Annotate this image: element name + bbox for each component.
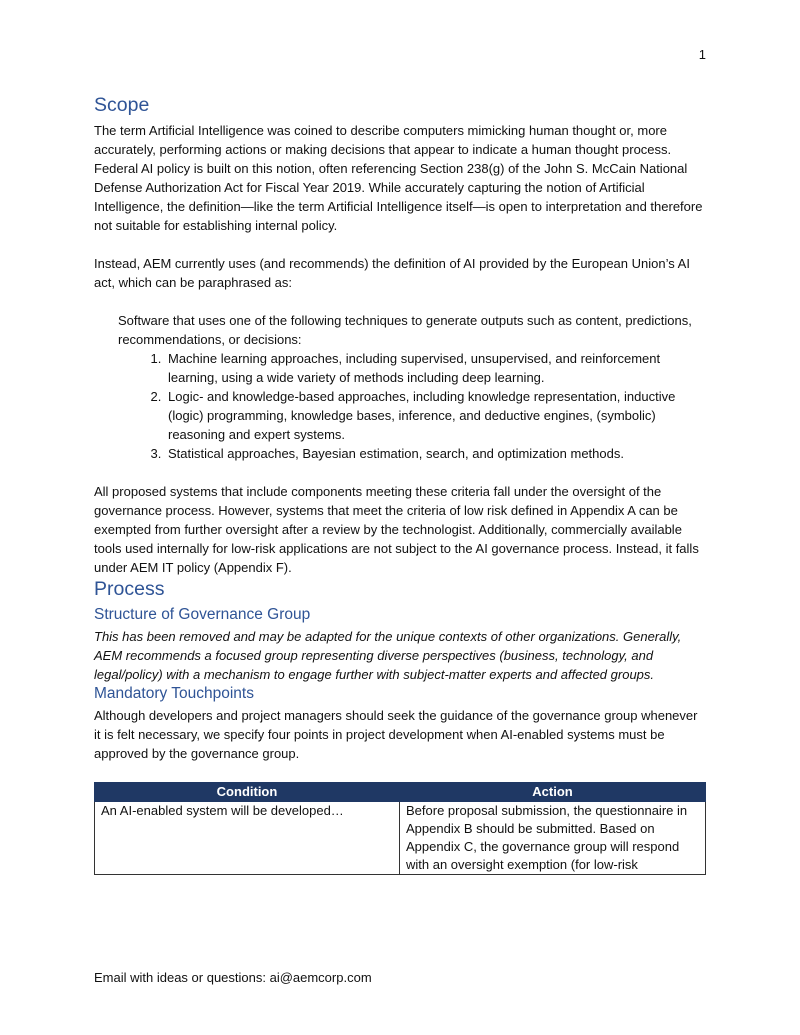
technique-item: 3. Statistical approaches, Bayesian estimation, search, and optimization methods. xyxy=(165,444,706,463)
table-row xyxy=(95,802,706,875)
column-header-action: Action xyxy=(400,783,706,802)
column-header-condition: Condition xyxy=(95,783,400,802)
action-cell: Before proposal submission, the questionnaire in Appendix B should be submitted. Based on Appendix C, the governance group will respond with an oversight exemption (for low-risk xyxy=(400,802,706,875)
document-body xyxy=(94,93,706,875)
touchpoints-text: Although developers and project managers should seek the guidance of the governance group whenever it is felt necessary, we specify four points in project development when AI-enabled systems must be approved by the governance group. xyxy=(94,708,698,761)
touchpoints-heading: Mandatory Touchpoints xyxy=(94,685,254,702)
scope-paragraph-3: All proposed systems that include components meeting these criteria fall under the oversight of the governance process. However, systems that meet the criteria of low risk defined in Appendix A can be exempted from further oversight after a review by the technologist. Additionally, commercially available tools used internally for low-risk applications are not subject to the AI governance process. Instead, it falls under AEM IT policy (Appendix F). xyxy=(94,484,699,575)
condition-cell: An AI-enabled system will be developed… xyxy=(95,802,400,875)
table-header-row xyxy=(95,783,706,802)
technique-item: 1. Machine learning approaches, including supervised, unsupervised, and reinforcement learning, using a wide variety of methods including deep learning. xyxy=(165,349,706,387)
structure-text: This has been removed and may be adapted for the unique contexts of other organizations. Generally, AEM recommends a focused group representing diverse perspectives (business, technology, and legal/policy) with a mechanism to engage further with subject-matter experts and affected groups. xyxy=(94,629,682,682)
scope-heading: Scope xyxy=(94,94,150,116)
scope-paragraph-1: The term Artificial Intelligence was coined to describe computers mimicking human thought or, more accurately, performing actions or making decisions that appear to indicate a human thought process. Federal AI policy is built on this notion, often referencing Section 238(g) of the John S. McCain National Defense Authorization Act for Fiscal Year 2019. While accurately capturing the notion of Artificial Intelligence, the definition—like the term Artificial Intelligence itself—is open to interpretation and therefore not suitable for establishing internal policy. xyxy=(94,123,703,233)
touchpoints-table xyxy=(94,782,706,875)
techniques-list xyxy=(118,349,706,463)
process-heading: Process xyxy=(94,578,165,600)
scope-paragraph-2: Instead, AEM currently uses (and recommends) the definition of AI provided by the European Union’s AI act, which can be paraphrased as: xyxy=(94,256,690,290)
footer-contact: Email with ideas or questions: ai@aemcorp.com xyxy=(94,970,372,985)
eu-ai-act-definition xyxy=(118,311,706,463)
technique-item: 2. Logic- and knowledge-based approaches, including knowledge representation, inductive (logic) programming, knowledge bases, inference, and deductive engines, (symbolic) reasoning and expert systems. xyxy=(165,387,706,444)
definition-intro: Software that uses one of the following techniques to generate outputs such as content, predictions, recommendations, or decisions: xyxy=(118,313,692,347)
structure-heading: Structure of Governance Group xyxy=(94,606,311,623)
page-number: 1 xyxy=(698,47,706,62)
